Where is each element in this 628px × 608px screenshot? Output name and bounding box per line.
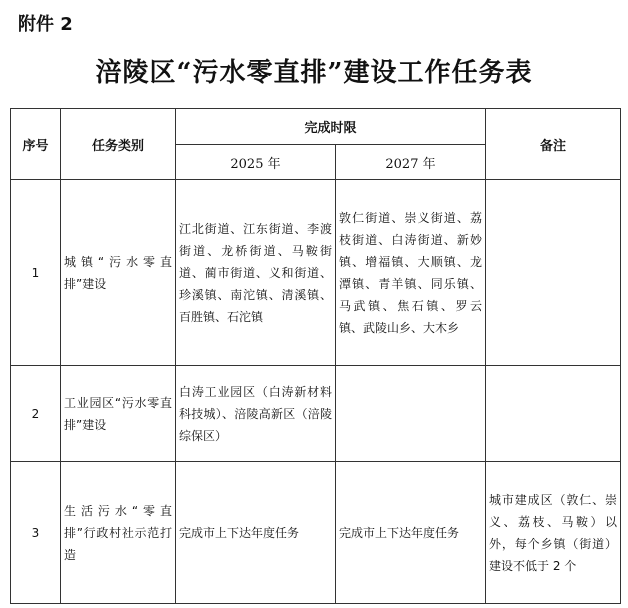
row-category: 城镇“污水零直排”建设 bbox=[61, 180, 176, 366]
row-2027 bbox=[336, 366, 486, 462]
row-2025: 完成市上下达年度任务 bbox=[176, 462, 336, 604]
header-timeline: 完成时限 bbox=[176, 109, 486, 145]
row-remarks bbox=[486, 180, 621, 366]
row-remarks: 城市建成区（敦仁、崇义、荔枝、马鞍）以外，每个乡镇（街道）建设不低于 2 个 bbox=[486, 462, 621, 604]
row-2025: 江北街道、江东街道、李渡街道、龙桥街道、马鞍街道、蔺市街道、义和街道、珍溪镇、南沱镇、清溪镇、百胜镇、石沱镇 bbox=[176, 180, 336, 366]
row-2025: 白涛工业园区（白涛新材料科技城）、涪陵高新区（涪陵综保区） bbox=[176, 366, 336, 462]
header-remarks: 备注 bbox=[486, 109, 621, 180]
table-row bbox=[11, 366, 621, 462]
row-no: 3 bbox=[11, 462, 61, 604]
row-no: 1 bbox=[11, 180, 61, 366]
header-row bbox=[11, 109, 621, 145]
row-2027: 完成市上下达年度任务 bbox=[336, 462, 486, 604]
task-table bbox=[10, 108, 621, 604]
document-title: 涪陵区“污水零直排”建设工作任务表 bbox=[95, 58, 533, 88]
row-2027: 敦仁街道、崇义街道、荔枝街道、白涛街道、新妙镇、增福镇、大顺镇、龙潭镇、青羊镇、同乐镇、马武镇、焦石镇、罗云镇、武陵山乡、大木乡 bbox=[336, 180, 486, 366]
header-year-2025: 2025 年 bbox=[176, 145, 336, 180]
attachment-label: 附件 2 bbox=[18, 14, 73, 35]
row-no: 2 bbox=[11, 366, 61, 462]
header-category: 任务类别 bbox=[61, 109, 176, 180]
header-year-2027: 2027 年 bbox=[336, 145, 486, 180]
header-no: 序号 bbox=[11, 109, 61, 180]
table-row bbox=[11, 180, 621, 366]
row-category: 工业园区“污水零直排”建设 bbox=[61, 366, 176, 462]
row-remarks bbox=[486, 366, 621, 462]
row-category: 生活污水“零直排”行政村社示范打造 bbox=[61, 462, 176, 604]
table-row bbox=[11, 462, 621, 604]
